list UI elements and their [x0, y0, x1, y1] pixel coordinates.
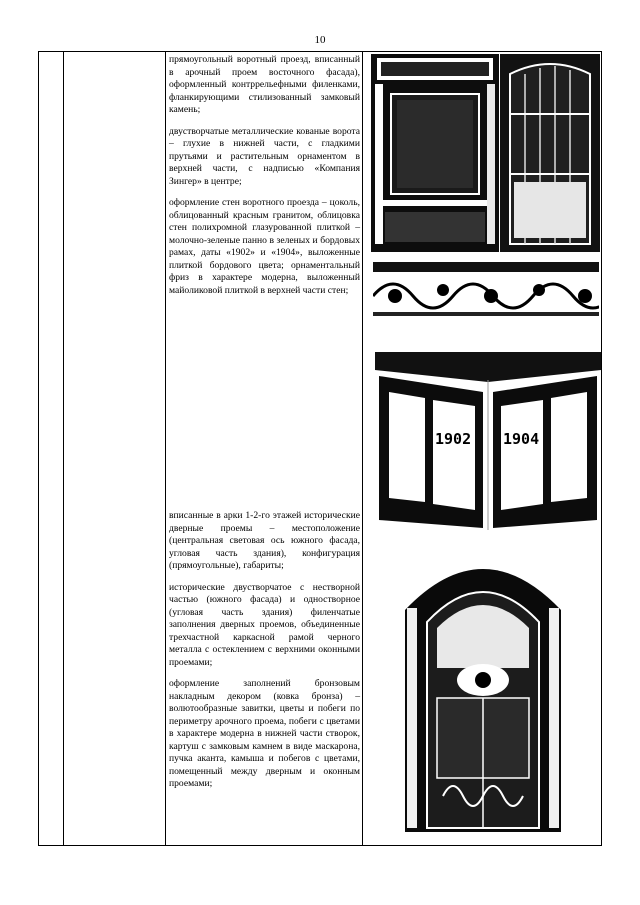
photo-ornamental-frieze	[373, 262, 599, 326]
year-label-right: 1904	[503, 430, 540, 448]
photo-tiled-walls	[375, 352, 601, 530]
column-divider-3	[362, 52, 363, 845]
paragraph: оформление заполнений бронзовым накладным декором (ковка бронза) – волютообразные завитки, цветы и побеги по периметру арочного проема, побеги с цветами в характере модерна в нижней части створок, картуш с замковым камнем в виде маскарона, пучка аканта, камыша и побегов с цветами, помещенный между дверным и оконным проемами;	[169, 678, 360, 789]
column-divider-2	[165, 52, 166, 845]
paragraph: прямоугольный воротный проезд, вписанный в арочный проем восточного фасада), оформленный контррельефными филенками, фланкирующими стилизованный замковый камень;	[169, 54, 360, 115]
photo-iron-gate	[500, 54, 600, 252]
content-table	[38, 51, 602, 846]
photo-arched-doorway	[403, 548, 563, 834]
column-divider-1	[63, 52, 64, 845]
description-bottom	[169, 510, 360, 800]
year-label-left: 1902	[435, 430, 472, 448]
paragraph: вписанные в арки 1-2-го этажей исторические дверные проемы – местоположение (центральная световая ось южного фасада, угловая часть здания), конфигурация (прямоугольные), габариты;	[169, 510, 360, 571]
paragraph: исторические двустворчатое с нестворной частью (южного фасада) и одностворное (угловая часть здания) филенчатые заполнения дверных проемов, объединенные трехчастной каркасной рамой черного металла с остеклением с верхними оконными проемами;	[169, 581, 360, 668]
paragraph: оформление стен воротного проезда – цоколь, облицованный красным гранитом, облицовка стен полихромной глазурованной плиткой – молочно-зеленые панно в зеленых и бордовых рамах, даты «1902» и «1904», выложенные плиткой бордового цвета; орнаментальный фриз в характере модерна, выложенный майоликовой плиткой в верхней части стен;	[169, 197, 360, 296]
description-top	[169, 54, 360, 306]
page-number: 10	[314, 34, 326, 46]
photo-gate-passage	[371, 54, 499, 252]
paragraph: двустворчатые металлические кованые ворота – глухие в нижней части, с гладкими прутьями и растительным орнаментом в верхней части, с надписью «Компания Зингер» в центре;	[169, 125, 360, 187]
